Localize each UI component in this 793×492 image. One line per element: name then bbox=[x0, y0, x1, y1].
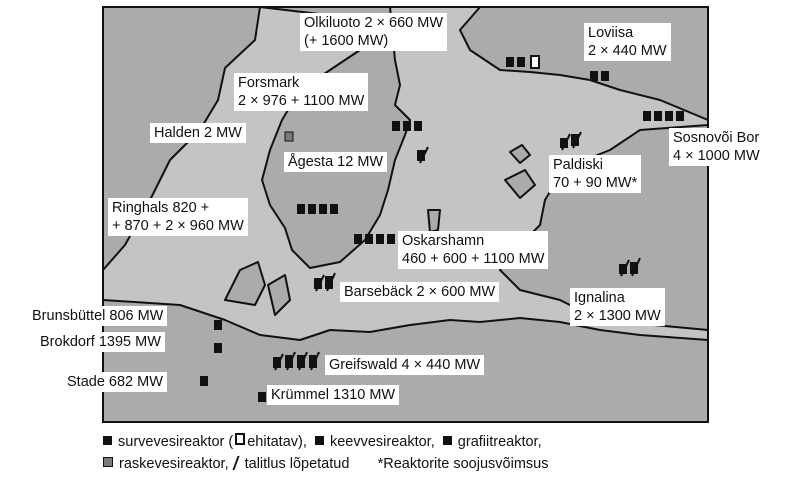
label-forsmark-line1: Forsmark bbox=[238, 75, 300, 91]
pwr-square-icon bbox=[103, 436, 112, 445]
label-brunsbuttel bbox=[28, 306, 167, 326]
legend-shut-down: talitlus lõpetatud bbox=[244, 456, 350, 472]
reactor-sosnovoi-3 bbox=[665, 111, 673, 121]
label-ignalina bbox=[570, 288, 665, 326]
reactor-sosnovoi-2 bbox=[654, 111, 662, 121]
under-construction-square-icon bbox=[235, 433, 245, 445]
reactor-ringhals-2 bbox=[308, 204, 316, 214]
label-olkiluoto-line2: (+ 1600 MW) bbox=[304, 33, 389, 49]
reactor-sosnovoi-4 bbox=[676, 111, 684, 121]
label-sosnovoi-line1: Sosnovõi Bor bbox=[673, 130, 760, 146]
label-oskarshamn-line1: Oskarshamn bbox=[402, 233, 485, 249]
reactor-olkiluoto-1 bbox=[506, 57, 514, 67]
legend-graphite: grafiitreaktor, bbox=[457, 434, 542, 450]
reactor-loviisa-2 bbox=[601, 71, 609, 81]
label-forsmark bbox=[234, 73, 368, 111]
reactor-brunsbuttel bbox=[214, 320, 222, 330]
reactor-olkiluoto-new bbox=[531, 56, 539, 68]
label-barseback-line1: Barsebäck 2 × 600 MW bbox=[344, 284, 496, 300]
label-olkiluoto bbox=[300, 13, 447, 51]
label-ringhals-line2: + 870 + 2 × 960 MW bbox=[112, 218, 244, 234]
reactor-oskarshamn-2 bbox=[365, 234, 373, 244]
legend-line-1 bbox=[103, 433, 542, 450]
label-oskarshamn bbox=[398, 231, 548, 269]
reactor-olkiluoto-2 bbox=[517, 57, 525, 67]
label-barseback bbox=[340, 282, 499, 302]
shutdown-slash-icon bbox=[232, 456, 239, 470]
label-ignalina-line1: Ignalina bbox=[574, 290, 625, 306]
label-brunsbuttel-line1: Brunsbüttel 806 MW bbox=[32, 308, 164, 324]
reactor-oskarshamn-3 bbox=[376, 234, 384, 244]
graphite-square-icon bbox=[443, 436, 452, 445]
legend-bwr: keevvesireaktor, bbox=[329, 434, 435, 450]
reactor-oskarshamn-1 bbox=[354, 234, 362, 244]
label-brokdorf-line1: Brokdorf 1395 MW bbox=[40, 334, 161, 350]
label-stade-line1: Stade 682 MW bbox=[67, 374, 163, 390]
legend-under-construction: ehitatav), bbox=[247, 434, 307, 450]
label-loviisa bbox=[584, 23, 671, 61]
reactor-ringhals-1 bbox=[297, 204, 305, 214]
label-paldiski-line1: Paldiski bbox=[553, 157, 603, 173]
label-stade bbox=[63, 372, 167, 392]
reactor-ringhals-4 bbox=[330, 204, 338, 214]
reactor-loviisa-1 bbox=[590, 71, 598, 81]
legend-heavy-water: raskevesireaktor, bbox=[119, 456, 229, 472]
label-sosnovoi-line2: 4 × 1000 MW bbox=[673, 148, 760, 164]
label-ringhals-line1: Ringhals 820 + bbox=[112, 200, 210, 216]
label-forsmark-line2: 2 × 976 + 1100 MW bbox=[238, 93, 365, 109]
reactor-halden bbox=[285, 132, 293, 141]
label-greifswald bbox=[325, 355, 484, 375]
label-olkiluoto-line1: Olkiluoto 2 × 660 MW bbox=[304, 15, 444, 31]
bwr-square-icon bbox=[315, 436, 324, 445]
legend-pwr: survevesireaktor ( bbox=[118, 434, 234, 450]
label-paldiski bbox=[549, 155, 641, 193]
heavy-water-square-icon bbox=[103, 457, 113, 467]
reactor-ringhals-3 bbox=[319, 204, 327, 214]
reactor-forsmark-2 bbox=[403, 121, 411, 131]
reactor-brokdorf bbox=[214, 343, 222, 353]
reactor-oskarshamn-4 bbox=[387, 234, 395, 244]
label-loviisa-line2: 2 × 440 MW bbox=[588, 43, 667, 59]
landmass-gotland bbox=[428, 210, 440, 232]
legend-note: *Reaktorite soojusvõimsus bbox=[377, 456, 549, 472]
label-oskarshamn-line2: 460 + 600 + 1100 MW bbox=[402, 251, 545, 267]
reactor-krummel bbox=[258, 392, 266, 402]
label-ignalina-line2: 2 × 1300 MW bbox=[574, 308, 661, 324]
label-krummel bbox=[267, 385, 399, 405]
reactor-stade bbox=[200, 376, 208, 386]
label-halden-line1: Halden 2 MW bbox=[154, 125, 242, 141]
label-krummel-line1: Krümmel 1310 MW bbox=[271, 387, 396, 403]
label-brokdorf bbox=[36, 332, 165, 352]
legend-line-2 bbox=[103, 456, 548, 472]
label-halden bbox=[150, 123, 246, 143]
reactor-forsmark-3 bbox=[414, 121, 422, 131]
label-agesta-line1: Ågesta 12 MW bbox=[288, 154, 384, 170]
label-paldiski-line2: 70 + 90 MW* bbox=[553, 175, 638, 191]
label-ringhals bbox=[108, 198, 248, 236]
label-sosnovoi-bor bbox=[669, 128, 764, 166]
label-agesta bbox=[284, 152, 387, 172]
reactor-sosnovoi-1 bbox=[643, 111, 651, 121]
label-greifswald-line1: Greifswald 4 × 440 MW bbox=[329, 357, 481, 373]
label-loviisa-line1: Loviisa bbox=[588, 25, 634, 41]
reactor-forsmark-1 bbox=[392, 121, 400, 131]
